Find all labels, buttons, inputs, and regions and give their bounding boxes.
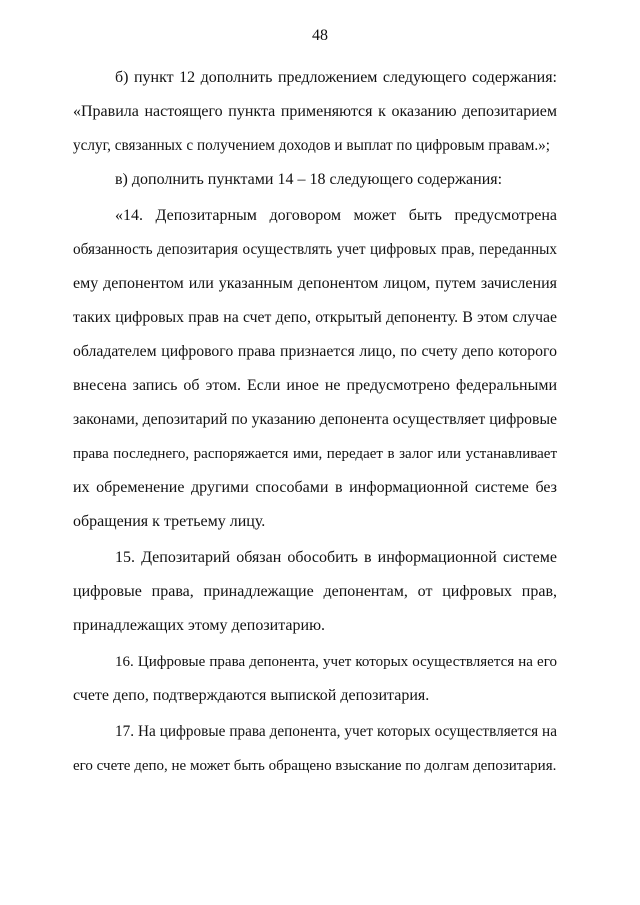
text-line: ему депонентом или указанным депонентом лицом, путем зачисления	[73, 275, 557, 292]
text-line: цифровые права, принадлежащие депонентам, от цифровых прав,	[73, 583, 557, 600]
text-line: обязанность депозитария осуществлять учет цифровых прав, переданных	[73, 241, 557, 258]
text-line: 17. На цифровые права депонента, учет которых осуществляется на	[115, 723, 557, 740]
text-line: «14. Депозитарным договором может быть предусмотрена	[115, 207, 557, 224]
text-line: внесена запись об этом. Если иное не предусмотрено федеральными	[73, 377, 557, 394]
text-line: таких цифровых прав на счет депо, открытый депоненту. В этом случае	[73, 309, 557, 326]
text-line: услуг, связанных с получением доходов и выплат по цифровым правам.»;	[73, 137, 551, 154]
text-line: б) пункт 12 дополнить предложением следующего содержания:	[115, 69, 557, 86]
text-line: 16. Цифровые права депонента, учет которых осуществляется на его	[115, 654, 557, 670]
text-line: законами, депозитарий по указанию депонента осуществляет цифровые	[73, 411, 558, 428]
text-line: счете депо, подтверждаются выпиской депозитария.	[73, 687, 430, 704]
text-line: обращения к третьему лицу.	[73, 513, 266, 530]
text-line: принадлежащих этому депозитарию.	[73, 617, 326, 634]
text-line: обладателем цифрового права признается лицо, по счету депо которого	[73, 343, 557, 360]
text-line: 15. Депозитарий обязан обособить в информационной системе	[115, 549, 557, 566]
text-line: в) дополнить пунктами 14 – 18 следующего содержания:	[115, 171, 503, 188]
text-line: их обременение другими способами в информационной системе без	[73, 479, 557, 496]
text-line: «Правила настоящего пункта применяются к оказанию депозитарием	[73, 103, 557, 120]
page-number: 48	[312, 27, 328, 44]
text-line: его счете депо, не может быть обращено взыскание по долгам депозитария.	[73, 758, 557, 774]
text-line: права последнего, распоряжается ими, передает в залог или устанавливает	[73, 446, 557, 462]
